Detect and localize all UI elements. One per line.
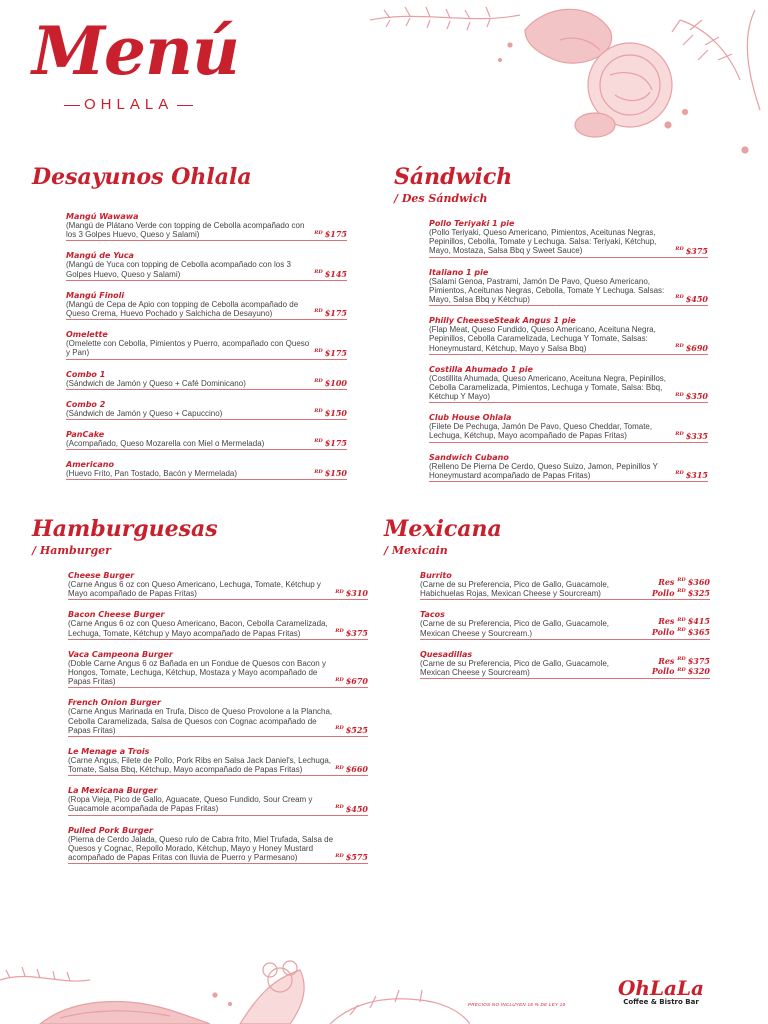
item-price [335, 676, 368, 686]
price-options [652, 656, 710, 678]
item-price [675, 343, 708, 353]
item-name: Costilla Ahumado 1 pie [429, 364, 533, 374]
currency-code: RD [314, 308, 323, 315]
price-value: $375 [345, 627, 368, 638]
item-name: PanCake [66, 429, 105, 439]
section-sandwich [394, 166, 708, 492]
menu-item [66, 251, 347, 280]
item-price [314, 408, 347, 418]
price-value: $365 [687, 626, 710, 637]
price-value: $375 [685, 245, 708, 256]
price-value: $375 [687, 655, 710, 666]
item-description: (Carne Angus, Filete de Pollo, Pork Ribs en Salsa Jack Daniel's, Lechuga, Tomate, Salsa Bbq, Kétchup, Mayo acompañado de Papas Fritas) [68, 755, 331, 775]
item-name: Omelette [66, 330, 108, 340]
price-value: $450 [685, 294, 708, 305]
item-price [335, 764, 368, 774]
item-name: Bacon Cheese Burger [68, 610, 165, 620]
menu-title: Menú [32, 12, 240, 90]
item-price [335, 725, 368, 735]
menu-item [66, 330, 347, 359]
price-value: $575 [345, 852, 368, 863]
currency-code: RD [314, 378, 323, 385]
item-name: Mangú de Yuca [66, 251, 134, 261]
item-name: Mangú Wawawa [66, 212, 139, 221]
menu-item [66, 430, 347, 450]
price-value: $175 [324, 229, 347, 240]
price-value: $150 [324, 407, 347, 418]
price-value: $175 [324, 347, 347, 358]
item-list [68, 571, 368, 864]
price-value: $360 [687, 576, 710, 587]
price-label: Res [658, 655, 675, 666]
item-name: Italiano 1 pie [429, 267, 489, 277]
item-price [335, 628, 368, 638]
price-value: $660 [345, 764, 368, 775]
item-description: (Carne Angus 6 oz con Queso Americano, Bacon, Cebolla Caramelizada, Lechuga, Tomate, Kétchup y Mayo acompañado de Papas Fritas) [68, 619, 328, 638]
currency-code: RD [335, 676, 344, 683]
item-description: (Ropa Vieja, Pico de Gallo, Aguacate, Queso Fundido, Sour Cream y Guacamole acompañada de Papas Fritas) [68, 795, 313, 814]
item-name: Quesadillas [420, 649, 473, 659]
item-name: French Onion Burger [68, 698, 161, 708]
item-list [429, 219, 708, 482]
price-label: Pollo [651, 587, 675, 598]
menu-item [68, 747, 368, 776]
currency-code: RD [677, 587, 686, 594]
tax-note: PRECIOS NO INCLUYEN 18 % DE LEY 10 [468, 1002, 566, 1007]
currency-code: RD [314, 229, 323, 236]
menu-item [66, 212, 347, 241]
currency-code: RD [677, 666, 686, 673]
section-desayunos [32, 166, 347, 490]
menu-item [429, 268, 708, 307]
price-value: $145 [324, 268, 347, 279]
currency-code: RD [335, 588, 344, 595]
currency-code: RD [335, 725, 344, 732]
item-description: (Flap Meat, Queso Fundido, Queso Americano, Aceituna Negra, Pepinillos, Cebolla Caramelizada, Lechuga Y Tomate, Salsas: Honeymustard, Kétchup, Mayo y Salsa Bbq) [429, 325, 656, 353]
item-price [675, 294, 708, 304]
price-value: $525 [345, 724, 368, 735]
price-option [652, 616, 710, 627]
item-name: Vaca Campeona Burger [68, 649, 173, 659]
item-list [420, 571, 710, 679]
item-price [314, 348, 347, 358]
menu-subtitle: OHLALA [60, 96, 197, 113]
menu-item [429, 219, 708, 258]
section-subtitle: / Des Sándwich [394, 192, 488, 205]
price-value: $315 [685, 470, 708, 480]
menu-item [420, 650, 710, 679]
item-description: (Costillita Ahumada, Queso Americano, Aceituna Negra, Pepinillos, Cebolla Caramelizada, Pimientos, Lechuga y Tomate, Salsa: Bbq, Kétchup Y Mayo) [429, 373, 667, 402]
item-description: (Mangú de Yuca con topping de Cebolla acompañado con los 3 Golpes Huevo, Queso y Salami) [66, 260, 291, 279]
currency-code: RD [314, 269, 323, 276]
item-price [675, 431, 708, 441]
currency-code: RD [314, 408, 323, 415]
currency-code: RD [677, 616, 686, 623]
item-description: (Pierna de Cerdo Jalada, Queso rulo de Cabra frito, Miel Trufada, Salsa de Quesos y Cognac, Repollo Morado, Kétchup, Mayo y Honey Mustard acompañado de Papas Fritas con lluvia de Puerro y Parmesano) [68, 834, 334, 862]
vegetable-illustration-bottom [0, 940, 470, 1024]
price-value: $175 [324, 438, 347, 449]
menu-item [66, 400, 347, 420]
item-price [314, 378, 347, 388]
logo-wordmark: OhLaLa [618, 976, 705, 1000]
item-price [314, 438, 347, 448]
item-description: (Carne Angus Marinada en Trufa, Disco de Queso Provolone a la Plancha, Cebolla Caramelizada, Salsa de Quesos con Cognac acompañado de Papas Fritas) [68, 707, 333, 735]
currency-code: RD [335, 628, 344, 635]
ohlala-logo [618, 978, 704, 1006]
price-value: $415 [687, 616, 710, 627]
price-value: $325 [687, 587, 710, 598]
item-name: Pulled Pork Burger [68, 825, 153, 835]
menu-item [420, 571, 710, 600]
section-mexicana [384, 518, 710, 689]
price-option [652, 627, 710, 638]
price-value: $320 [687, 666, 710, 677]
price-options [652, 616, 710, 638]
menu-item [66, 460, 347, 480]
item-description: (Carne Angus 6 oz con Queso Americano, Lechuga, Tomate, Kétchup y Mayo acompañado de Papas Fritas) [68, 580, 321, 599]
item-description: (Carne de su Preferencia, Pico de Gallo, Guacamole, Mexican Cheese y Sourcream) [420, 658, 609, 677]
menu-item [68, 571, 368, 600]
price-value: $150 [324, 468, 347, 479]
item-description: (Omelette con Cebolla, Pimientos y Puerro, acompañado con Queso y Pan) [66, 339, 310, 358]
item-price [675, 391, 708, 401]
price-value: $350 [685, 391, 708, 402]
price-label: Pollo [651, 626, 675, 637]
price-value: $670 [345, 676, 368, 687]
section-title: Hamburguesas [32, 516, 218, 542]
currency-code: RD [335, 803, 344, 810]
item-price [335, 804, 368, 814]
currency-code: RD [675, 470, 684, 477]
price-value: $450 [345, 803, 368, 814]
currency-code: RD [314, 347, 323, 354]
price-value: $100 [324, 377, 347, 388]
menu-item [429, 453, 708, 482]
item-name: Cheese Burger [68, 571, 135, 580]
currency-code: RD [677, 627, 686, 634]
item-description: (Salami Genoa, Pastrami, Jamón De Pavo, Queso Americano, Pimientos, Aceitunas Negras, Cebolla, Tomate Y Lechuga. Salsas: Mayo, Salsa Bbq y Kétchup) [429, 276, 665, 304]
price-value: $175 [324, 308, 347, 319]
currency-code: RD [675, 391, 684, 398]
price-option [652, 666, 710, 677]
price-label: Res [658, 616, 675, 627]
item-name: Mangú Finoli [66, 290, 125, 300]
item-description: (Pollo Teriyaki, Queso Americano, Pimientos, Aceitunas Negras, Pepinillos, Cebolla, Tomate y Lechuga. Salsa: Teriyaki, Kétchup, Mayo, Mostaza, Salsa Bbq y Sweet Sauce) [429, 228, 657, 256]
price-option [652, 588, 710, 599]
currency-code: RD [677, 655, 686, 662]
item-price [335, 588, 368, 598]
item-description: (Sándwich de Jamón y Queso + Capuccino) [66, 408, 223, 418]
currency-code: RD [675, 294, 684, 301]
item-description: (Relleno De Pierna De Cerdo, Queso Suizo, Jamon, Pepinillos Y Honeymustard acompañado de Papas Fritas) [429, 461, 658, 480]
item-description: (Doble Carne Angus 6 oz Bañada en un Fondue de Quesos con Bacon y Hongos, Tomate, Lechuga, Kétchup, Mostaza y Mayo acompañado de Papas Fritas) [68, 658, 326, 687]
item-description: (Mangú de Plátano Verde con topping de Cebolla acompañado con los 3 Golpes Huevo, Queso y Salami) [66, 221, 305, 240]
item-name: Le Menage a Trois [68, 746, 150, 756]
menu-item [429, 365, 708, 404]
menu-item [68, 610, 368, 639]
menu-item [66, 370, 347, 390]
menu-item [68, 650, 368, 689]
price-label: Res [658, 576, 675, 587]
price-option [652, 577, 710, 588]
item-price [314, 308, 347, 318]
item-description: (Huevo Frito, Pan Tostado, Bacón y Mermelada) [66, 469, 238, 479]
price-option [652, 656, 710, 667]
menu-item [66, 291, 347, 320]
currency-code: RD [675, 343, 684, 350]
item-name: Club House Ohlala [429, 413, 512, 423]
section-title: Sándwich [394, 164, 513, 190]
item-description: (Mangú de Cepa de Apio con topping de Cebolla acompañado de Queso Crema, Huevo Pochado y Salchicha de Desayuno) [66, 299, 299, 318]
item-name: Pollo Teriyaki 1 pie [429, 219, 515, 228]
price-label: Pollo [651, 666, 675, 677]
item-name: Sandwich Cubano [429, 452, 509, 462]
botanical-illustration-top [360, 0, 768, 165]
currency-code: RD [675, 245, 684, 252]
price-options [652, 577, 710, 599]
price-value: $690 [685, 342, 708, 353]
item-price [314, 229, 347, 239]
item-name: Tacos [420, 610, 445, 620]
item-price [675, 246, 708, 256]
menu-item [429, 413, 708, 442]
section-title: Mexicana [384, 516, 502, 542]
item-description: (Carne de su Preferencia, Pico de Gallo, Guacamole, Habichuelas Rojas, Mexican Cheese y Sourcream) [420, 580, 609, 599]
currency-code: RD [335, 852, 344, 859]
item-name: Combo 1 [66, 369, 106, 379]
item-description: (Acompañado, Queso Mozarella con Miel o Mermelada) [66, 438, 265, 448]
item-price [314, 468, 347, 478]
menu-item [68, 698, 368, 737]
item-description: (Sándwich de Jamón y Queso + Café Dominicano) [66, 378, 246, 388]
item-name: Burrito [420, 571, 452, 580]
item-name: La Mexicana Burger [68, 786, 158, 796]
item-price [335, 852, 368, 862]
menu-item [68, 786, 368, 815]
menu-item [420, 610, 710, 639]
currency-code: RD [335, 764, 344, 771]
section-subtitle: / Hamburger [32, 544, 111, 557]
menu-item [429, 316, 708, 355]
currency-code: RD [314, 468, 323, 475]
item-description: (Carne de su Preferencia, Pico de Gallo, Guacamole, Mexican Cheese y Sourcream.) [420, 619, 609, 638]
item-price [675, 470, 708, 480]
item-name: Americano [66, 460, 114, 470]
item-name: Philly CheesseSteak Angus 1 pie [429, 316, 576, 326]
item-name: Combo 2 [66, 399, 106, 409]
section-title: Desayunos Ohlala [32, 164, 252, 190]
section-hamburguesas [32, 518, 368, 874]
currency-code: RD [675, 430, 684, 437]
price-value: $335 [685, 430, 708, 441]
price-value: $310 [345, 588, 368, 599]
item-description: (Filete De Pechuga, Jamón De Pavo, Queso Cheddar, Tomate, Lechuga, Kétchup, Mayo acompañado de Papas Fritas) [429, 422, 653, 441]
menu-item [68, 826, 368, 865]
logo-tagline: Coffee & Bistro Bar [623, 998, 699, 1006]
section-subtitle: / Mexicain [384, 544, 448, 557]
item-price [314, 269, 347, 279]
item-list [66, 212, 347, 480]
currency-code: RD [314, 438, 323, 445]
currency-code: RD [677, 577, 686, 584]
